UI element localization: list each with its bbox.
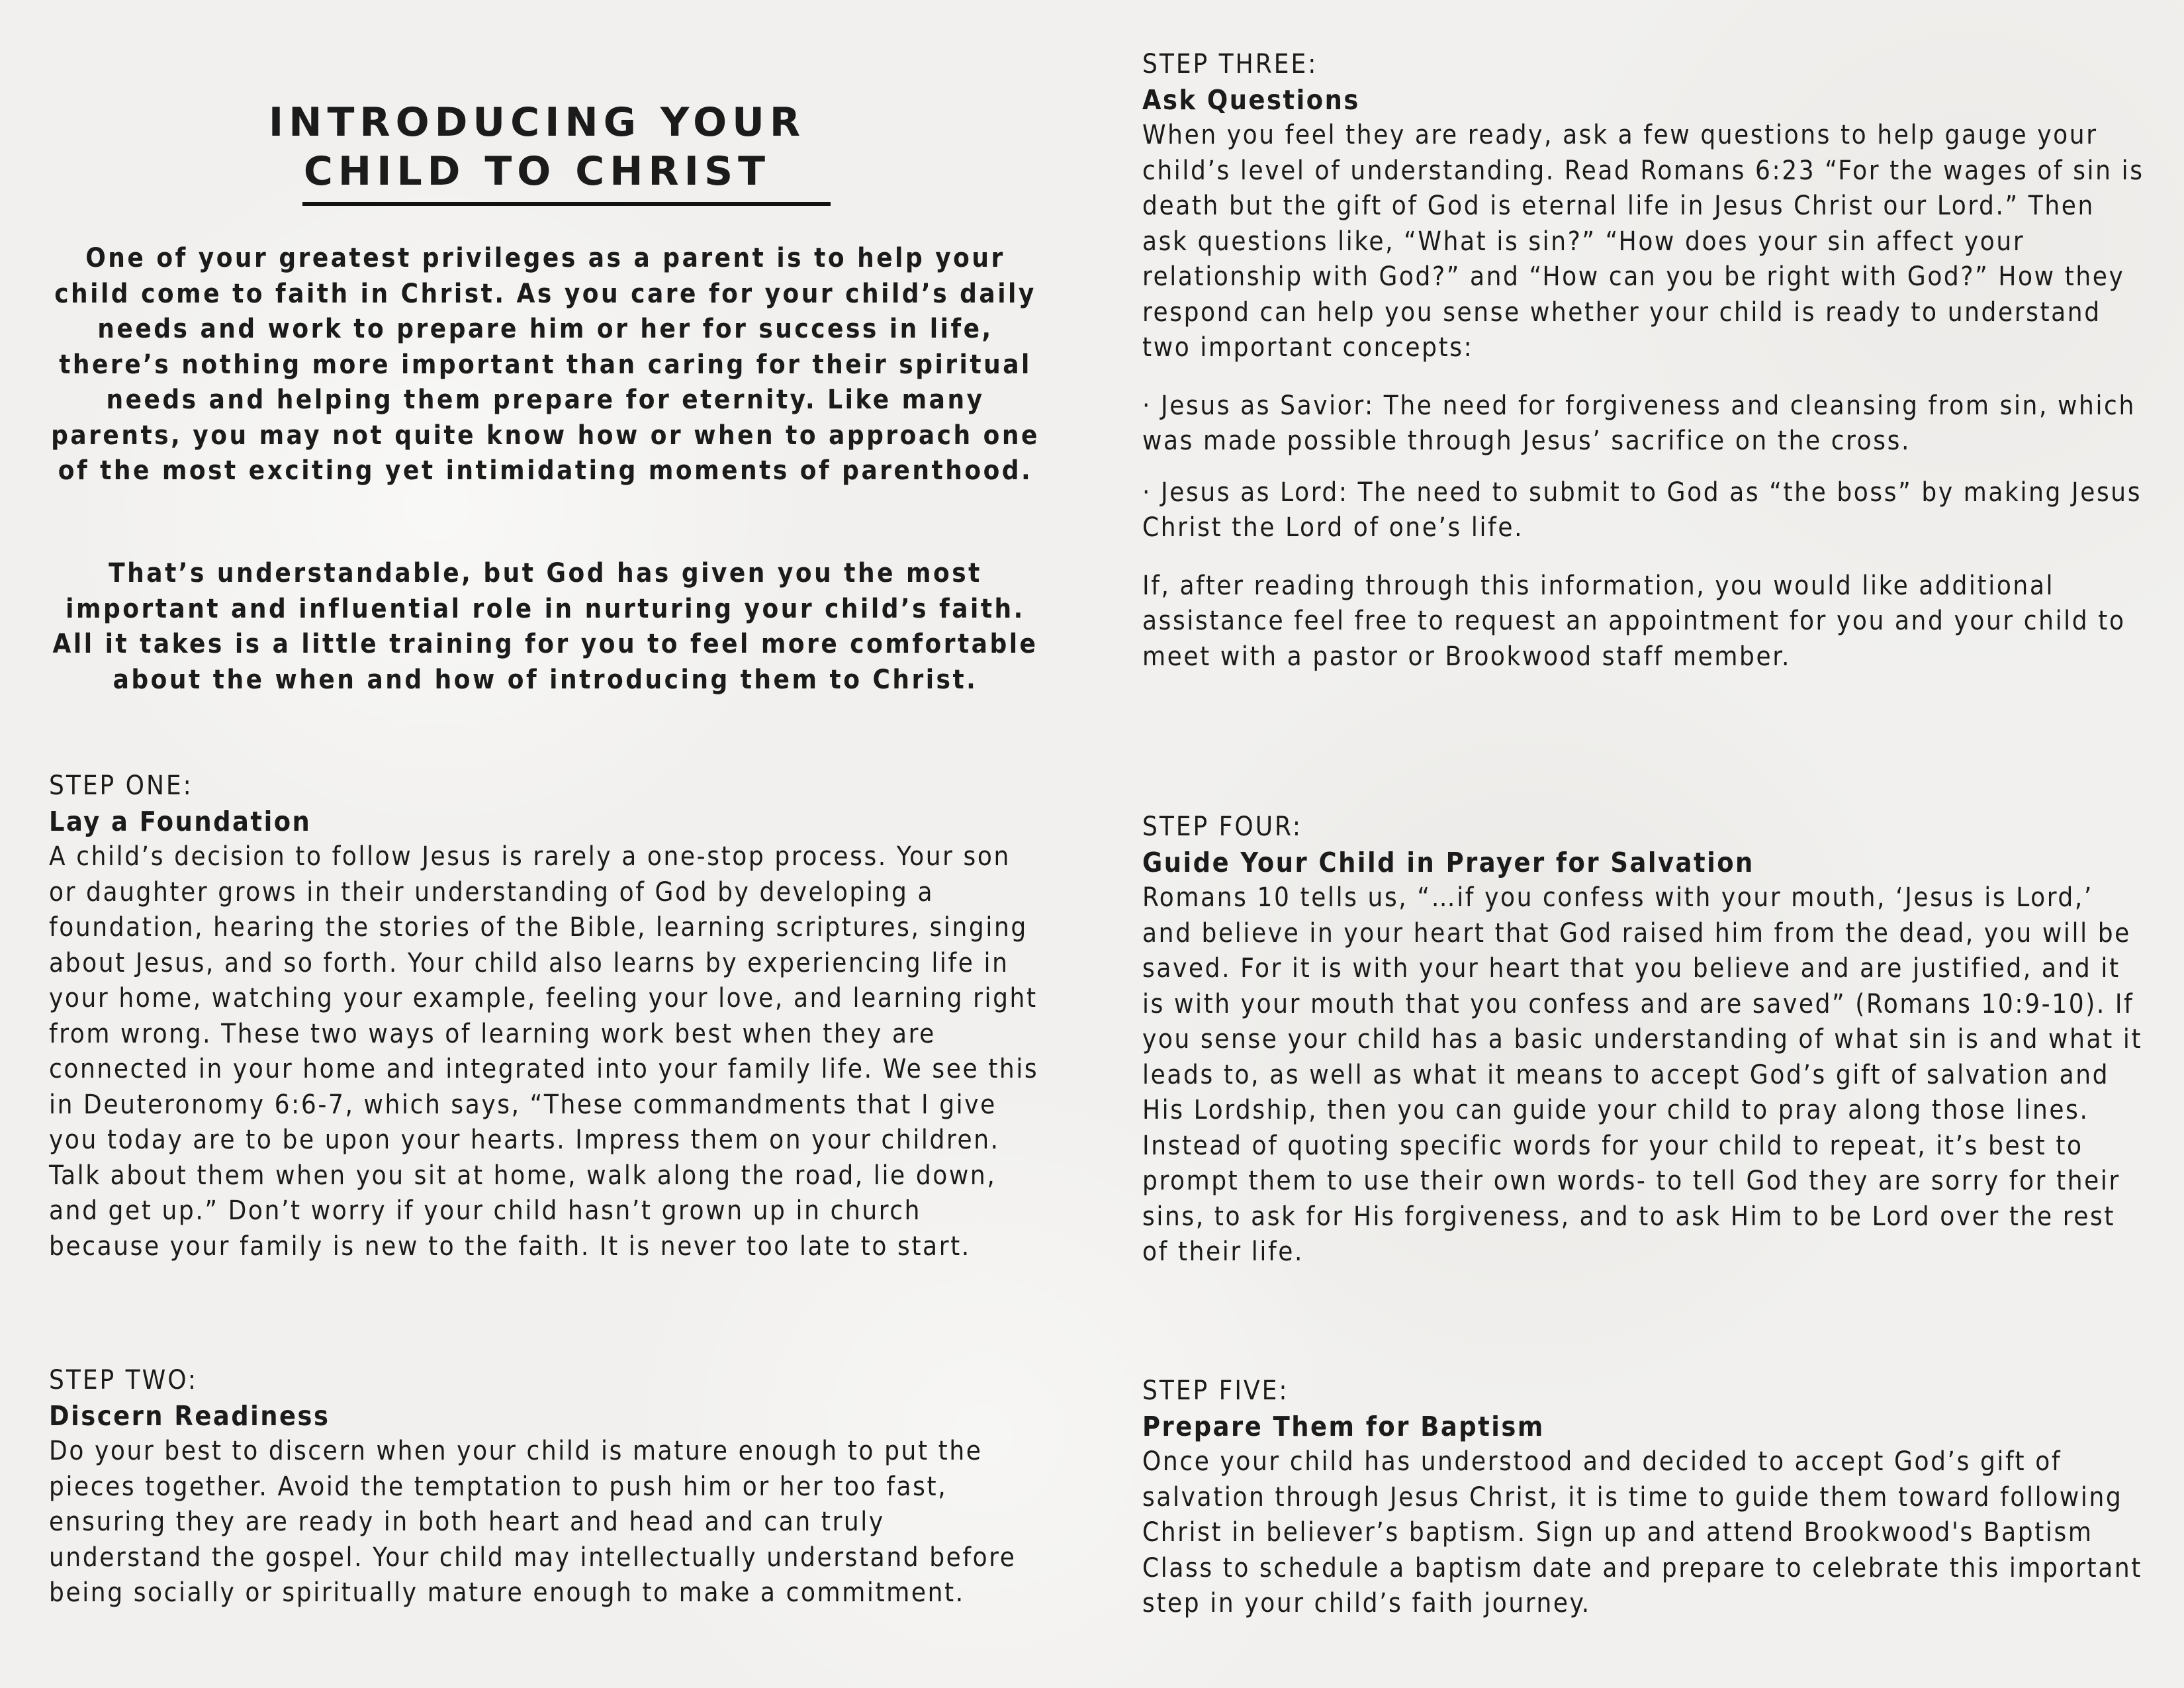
step-three-label: STEP THREE:: [1142, 49, 1318, 79]
step-one-heading: Lay a Foundation: [49, 806, 312, 837]
page-title: [49, 98, 1025, 196]
step-five-body: Once your child has understood and decided to accept God’s gift of salvation through Jesus Christ, it is time to guide them toward following Christ in believer’s baptism. Sign up and attend Brookwood's Baptism Class to schedule a baptism date and prepare to celebrate this important step in your child’s faith journey.: [1142, 1446, 2143, 1618]
step-two-body: Do your best to discern when your child is mature enough to put the pieces together. Avoid the temptation to push him or her too fast, ensuring they are ready in both heart and head and can truly understand the gospel. Your child may intellectually understand before being socially or spiritually mature enough to make a commitment.: [49, 1436, 1017, 1608]
step-four-heading: Guide Your Child in Prayer for Salvation: [1142, 847, 1754, 878]
step-two-heading: Discern Readiness: [49, 1400, 330, 1432]
intro-paragraph-1: One of your greatest privileges as a parent is to help your child come to faith in Christ. As you care for your child’s daily needs and work to prepare him or her for success in life, there’s nothing more important than caring for their spiritual needs and helping them prepare for eternity. Like many parents, you may not quite know how or when to approach one of the most exciting yet intimidating moments of parenthood.: [51, 243, 1040, 486]
page-title-line-2: CHILD TO CHRIST: [303, 148, 771, 195]
step-three-heading: Ask Questions: [1142, 84, 1360, 116]
step-five-section: [1142, 1373, 2148, 1622]
step-four-section: [1142, 809, 2148, 1270]
intro-paragraph-2: That’s understandable, but God has given you the most important and influential role in nurturing your child’s faith. All it takes is a little training for you to feel more comfortable about the when and how of introducing them to Christ.: [52, 558, 1038, 695]
step-three-body: When you feel they are ready, ask a few questions to help gauge your child’s level of understanding. Read Romans 6:23 “For the wages of sin is death but the gift of God is eternal life in Jesus Christ our Lord.” Then ask questions like, “What is sin?” “How does your sin affect your relationship with God?” and “How can you be right with God?” How they respond can help you sense whether your child is ready to understand two important concepts:: [1142, 120, 2144, 363]
step-four-label: STEP FOUR:: [1142, 812, 1302, 842]
step-three-closing: If, after reading through this information, you would like additional assistance feel free to request an appointment for you and your child to meet with a pastor or Brookwood staff member.: [1142, 570, 2126, 672]
step-two-section: [49, 1362, 1042, 1611]
step-one-section: [49, 768, 1042, 1264]
step-three-bullet-savior: · Jesus as Savior: The need for forgiveness and cleansing from sin, which was made possible through Jesus’ sacrifice on the cross.: [1142, 390, 2136, 456]
page-title-line-1: INTRODUCING YOUR: [268, 99, 806, 146]
step-five-label: STEP FIVE:: [1142, 1376, 1289, 1406]
step-three-section: [1142, 46, 2148, 675]
step-four-body: Romans 10 tells us, “…if you confess with your mouth, ‘Jesus is Lord,’ and believe in your heart that God raised him from the dead, you will be saved. For it is with your heart that you believe and are justified, and it is with your mouth that you confess and are saved” (Romans 10:9-10). If you sense your child has a basic understanding of what sin is and what it leads to, as well as what it means to accept God’s gift of salvation and His Lordship, then you can guide your child to pray along those lines. Instead of quoting specific words for your child to repeat, it’s best to prompt them to use their own words- to tell God they are sorry for their sins, to ask for His forgiveness, and to ask Him to be Lord over the rest of their life.: [1142, 882, 2143, 1267]
step-five-heading: Prepare Them for Baptism: [1142, 1411, 1545, 1442]
title-underline: [302, 202, 831, 206]
step-one-body: A child’s decision to follow Jesus is rarely a one-stop process. Your son or daughter grows in their understanding of God by developing a foundation, hearing the stories of the Bible, learning scriptures, singing about Jesus, and so forth. Your child also learns by experiencing life in your home, watching your example, feeling your love, and learning right from wrong. These two ways of learning work best when they are connected in your home and integrated into your family life. We see this in Deuteronomy 6:6-7, which says, “These commandments that I give you today are to be upon your hearts. Impress them on your children. Talk about them when you sit at home, walk along the road, lie down, and get up.” Don’t worry if your child hasn’t grown up in church because your family is new to the faith. It is never too late to start.: [49, 841, 1039, 1262]
step-one-label: STEP ONE:: [49, 771, 193, 801]
step-two-label: STEP TWO:: [49, 1365, 198, 1395]
step-three-bullet-lord: · Jesus as Lord: The need to submit to God as “the boss” by making Jesus Christ the Lord of one’s life.: [1142, 477, 2142, 543]
